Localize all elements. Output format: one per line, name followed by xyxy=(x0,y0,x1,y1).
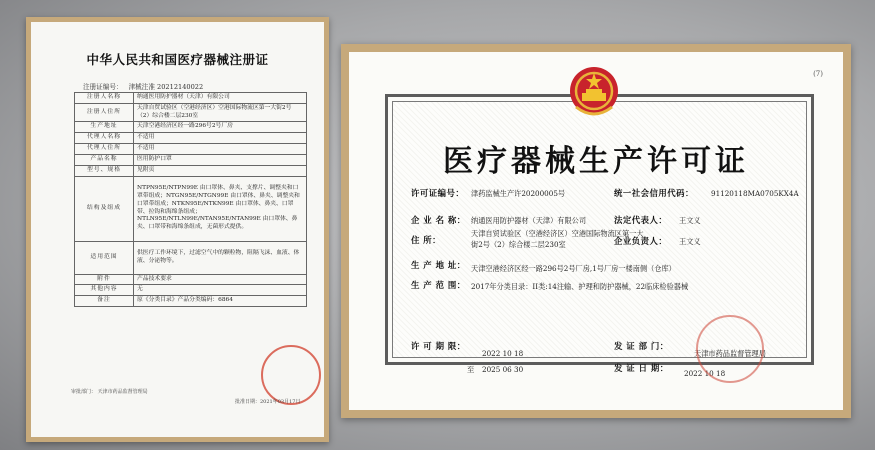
issue-date: 2022 10 18 xyxy=(684,369,726,378)
row-key: 结构及组成 xyxy=(75,176,134,241)
corner-note: (7) xyxy=(813,70,823,78)
license-title: 医疗器械生产许可证 xyxy=(443,144,749,179)
table-row xyxy=(75,154,307,165)
row-key: 适用范围 xyxy=(75,241,134,274)
table-row xyxy=(75,103,307,122)
row-value: 天津自贸试验区（空港经济区）空港国际物流区第一大街2号（2）综合楼二层230室 xyxy=(134,103,307,122)
row-key: 代理人名称 xyxy=(75,133,134,144)
license-number: 津药监械生产许20200005号 xyxy=(471,189,566,198)
national-emblem-icon xyxy=(564,63,624,121)
legal-rep-label: 法定代表人： xyxy=(614,215,668,225)
credit-code: 91120118MA0705KX4A xyxy=(711,189,799,198)
row-key: 附件 xyxy=(75,274,134,285)
period-start: 2022 10 18 xyxy=(482,349,524,358)
production-license xyxy=(349,52,843,410)
table-row xyxy=(75,133,307,144)
company-label: 企 业 名 称： xyxy=(411,215,466,225)
issue-date-label: 发 证 日 期： xyxy=(614,363,669,373)
company-name: 纳通医用防护器材（天津）有限公司 xyxy=(471,216,587,225)
row-key: 型号、规格 xyxy=(75,165,134,176)
row-value: 医用防护口罩 xyxy=(134,154,307,165)
dept-label: 发 证 部 门： xyxy=(614,341,669,351)
row-value: 见附页 xyxy=(134,165,307,176)
row-value: 供医疗工作环境下，过滤空气中的颗粒物，阻隔飞沫、血液、体液、分泌物等。 xyxy=(134,241,307,274)
row-key: 备注 xyxy=(75,296,134,307)
row-key: 其他内容 xyxy=(75,285,134,296)
table-row xyxy=(75,165,307,176)
table-row xyxy=(75,241,307,274)
row-key: 代理人住所 xyxy=(75,144,134,155)
table-row xyxy=(75,274,307,285)
address-label: 生 产 地 址： xyxy=(411,260,466,270)
issuing-dept: 天津市药品监督管理局 xyxy=(694,349,766,358)
production-scope: 2017年分类目录：II类:14注输、护理和防护器械，22临床检验器械 xyxy=(471,282,689,291)
row-value: 原《分类目录》产品分类编码：6864 xyxy=(134,296,307,307)
head: 王文义 xyxy=(679,237,701,246)
row-value: NTPN95E/NTPN99E 由口罩体、鼻夹、支撑片、调整夹和口罩带组成；NTGN95E/NTGN99E 由口罩体、鼻夹、调整夹和口罩带组成；NTKN95E/NTKN99E 由口罩体、鼻夹、口罩带、拉钩和海绵条组成；NTLN95E/NTLN99E/NTAN95E/NTAN99E 由口罩体、鼻夹、口罩带和海绵条组成，无菌形式提供。 xyxy=(134,176,307,241)
official-seal xyxy=(696,315,764,383)
head-label: 企业负责人： xyxy=(614,236,668,246)
row-value: 不适用 xyxy=(134,144,307,155)
registration-certificate-frame xyxy=(26,17,329,442)
row-value: 无 xyxy=(134,285,307,296)
legal-rep: 王文义 xyxy=(679,216,701,225)
residence: 天津自贸试验区（空港经济区）空港国际物流区第一大街2号（2）综合楼二层230室 xyxy=(471,229,644,249)
table-row xyxy=(75,122,307,133)
official-seal xyxy=(261,345,321,405)
row-key: 产品名称 xyxy=(75,154,134,165)
row-key: 注册人住所 xyxy=(75,103,134,122)
table-row xyxy=(75,93,307,104)
residence-label: 住 所： xyxy=(411,235,442,245)
period-to: 至 xyxy=(467,365,475,374)
period-end: 2025 06 30 xyxy=(482,365,524,374)
scope-label: 生 产 范 围： xyxy=(411,280,466,290)
production-address: 天津空港经济区经一路296号2号厂房,1号厂房一楼南侧（仓库） xyxy=(471,264,676,273)
table-row xyxy=(75,144,307,155)
table-row xyxy=(75,285,307,296)
row-key: 生产地址 xyxy=(75,122,134,133)
license-number-label: 许可证编号： xyxy=(411,188,465,198)
credit-code-label: 统一社会信用代码： xyxy=(614,188,694,198)
production-license-frame xyxy=(341,44,851,418)
registration-table xyxy=(74,92,307,307)
row-key: 注册人名称 xyxy=(75,93,134,104)
period-label: 许 可 期 限： xyxy=(411,341,466,351)
row-value: 纳通医用防护器材（天津）有限公司 xyxy=(134,93,307,104)
registration-certificate xyxy=(31,22,324,437)
row-value: 产品技术要求 xyxy=(134,274,307,285)
certificate-title: 中华人民共和国医疗器械注册证 xyxy=(86,52,269,67)
table-row xyxy=(75,296,307,307)
approval-department: 审批部门： 天津市药品监督管理局 xyxy=(71,389,148,395)
table-row xyxy=(75,176,307,241)
row-value: 天津空港经济区经一路296号2号厂房 xyxy=(134,122,307,133)
registration-number: 注册证编号： 津械注准 20212140022 xyxy=(83,83,204,91)
row-value: 不适用 xyxy=(134,133,307,144)
approval-date: 批准日期：2021年03月17日 xyxy=(235,399,301,405)
